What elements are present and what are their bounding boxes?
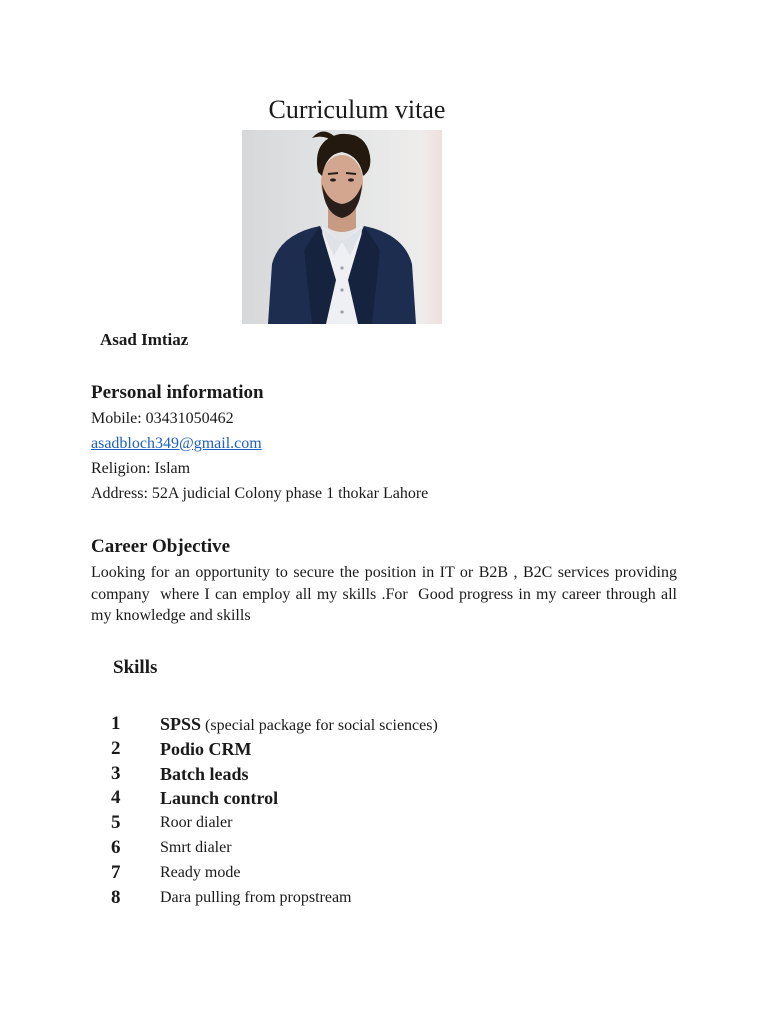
skill-number: 6 [111, 836, 121, 858]
skill-body [160, 811, 232, 835]
skill-number: 1 [111, 713, 121, 734]
personal-info-heading: Personal information [91, 382, 264, 403]
document-title: Curriculum vitae [268, 95, 446, 124]
skill-name: Roor dialer [160, 814, 233, 832]
email-link[interactable]: asadbloch349@gmail.com [91, 435, 262, 452]
skill-name: Batch leads [160, 763, 249, 784]
skill-number: 5 [111, 812, 121, 834]
skill-body [160, 886, 352, 910]
skill-number: 3 [111, 762, 121, 784]
skill-number: 8 [111, 886, 121, 908]
skill-number: 4 [111, 787, 121, 809]
career-objective-heading: Career Objective [91, 536, 231, 557]
skill-description: (special package for social sciences) [201, 717, 438, 734]
skill-number: 2 [111, 737, 121, 759]
career-objective-text: Looking for an opportunity to secure the position in IT or B2B , B2C services providing company where I can employ all my skills .For Good progress in my career through all my knowledge and skills [91, 564, 681, 624]
skills-heading: Skills [113, 657, 158, 678]
skill-name: Dara pulling from propstream [160, 888, 352, 906]
religion-line: Religion: Islam [91, 460, 191, 477]
skill-body [160, 712, 438, 738]
address-line: Address: 52A judicial Colony phase 1 thokar Lahore [91, 485, 429, 502]
skill-name: Ready mode [160, 863, 241, 881]
profile-photo [242, 130, 442, 324]
skill-body [160, 737, 252, 763]
skill-name: SPSS [160, 714, 202, 734]
skill-name: Smrt dialer [160, 838, 232, 856]
skill-number: 7 [111, 861, 121, 883]
person-portrait-icon [242, 130, 442, 324]
candidate-name: Asad Imtiaz [100, 330, 189, 349]
mobile-line: Mobile: 03431050462 [91, 410, 234, 427]
skill-name: Launch control [160, 788, 279, 809]
skill-body [160, 762, 249, 788]
skill-body [160, 836, 232, 860]
skill-body [160, 786, 278, 812]
skill-name: Podio CRM [160, 738, 252, 759]
skill-body [160, 861, 240, 885]
